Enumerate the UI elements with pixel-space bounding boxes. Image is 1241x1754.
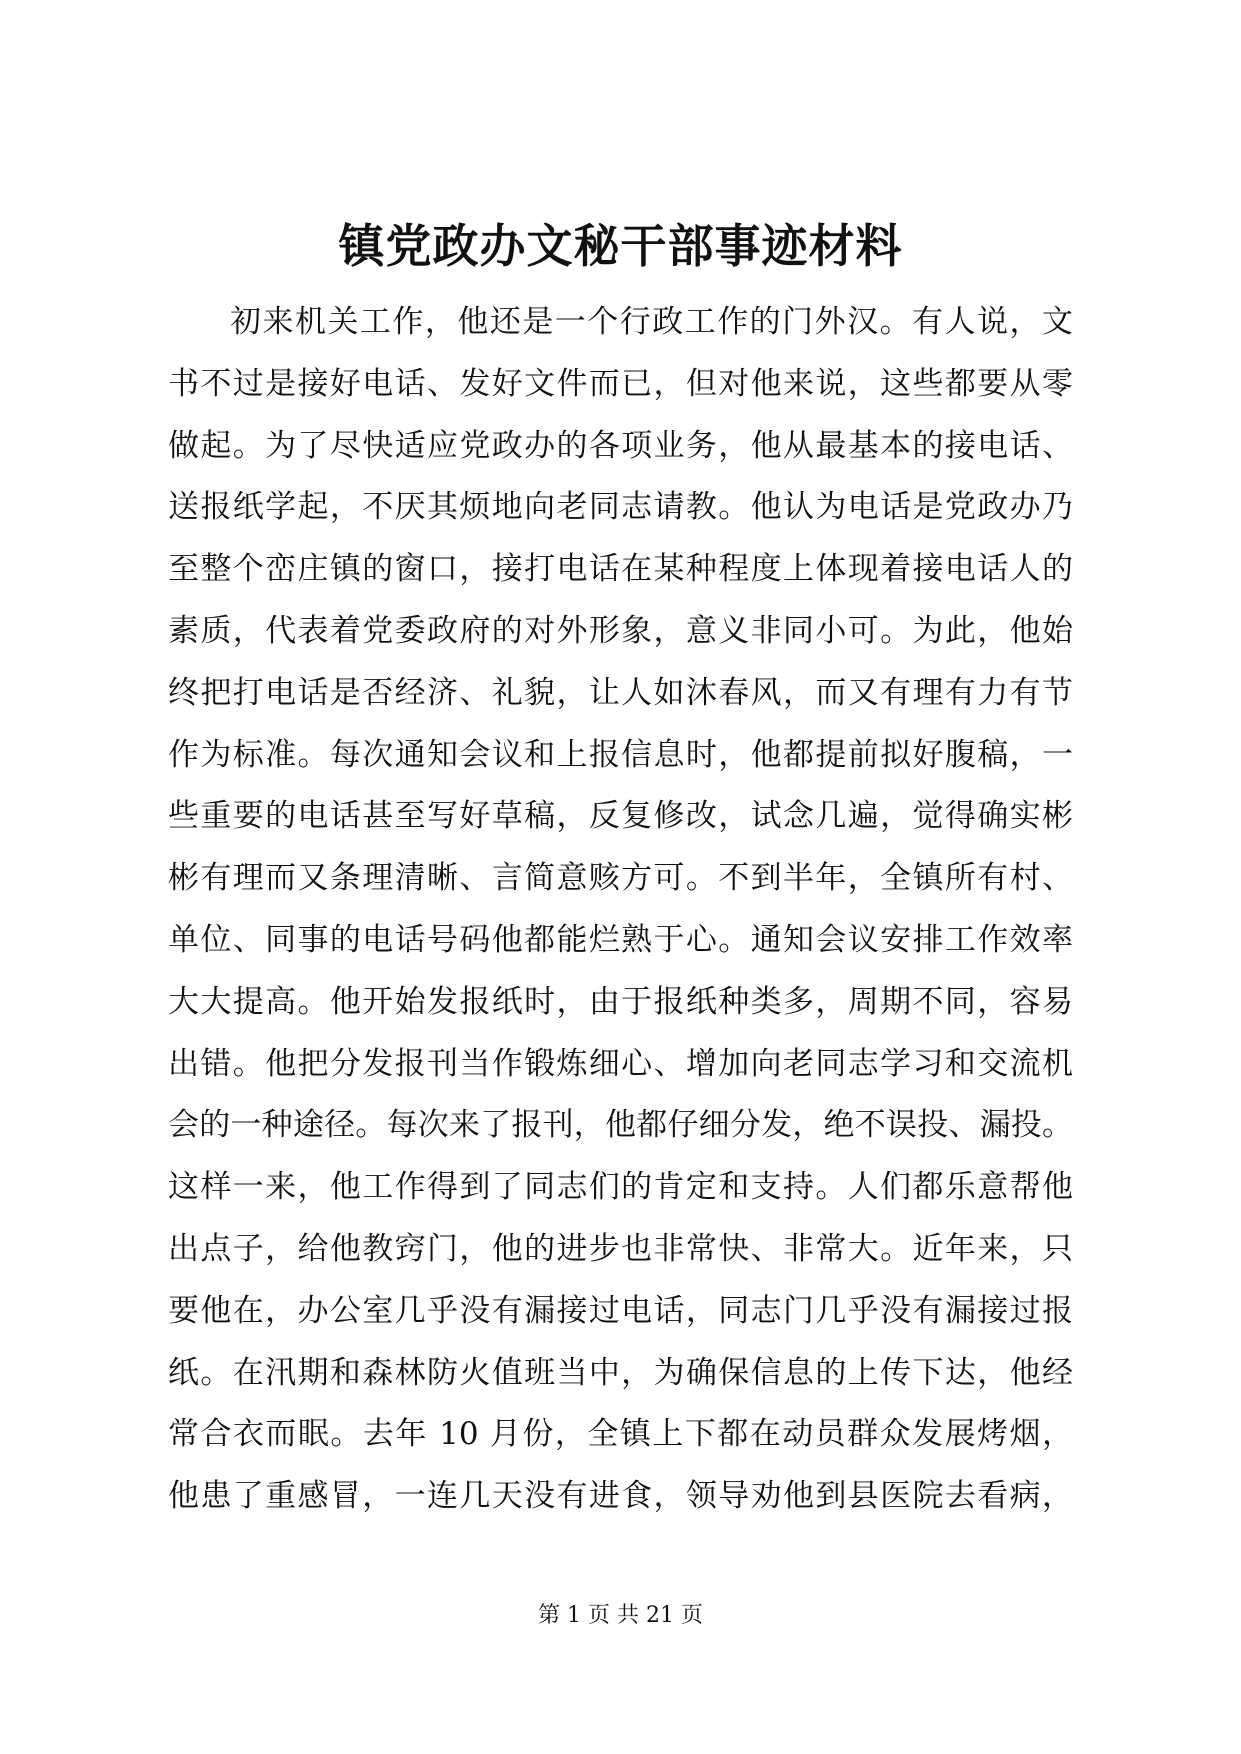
text-line: 做起。为了尽快适应党政办的各项业务，他从最基本的接电话、 [168, 427, 1073, 464]
text-line: 他患了重感冒，一连几天没有进食，领导劝他到县医院去看病， [168, 1478, 1073, 1515]
text-line: 会的一种途径。每次来了报刊，他都仔细分发，绝不误投、漏投。 [168, 1107, 1073, 1144]
text-line: 作为标准。每次通知会议和上报信息时，他都提前拟好腹稿，一 [168, 736, 1073, 773]
text-line: 初来机关工作，他还是一个行政工作的门外汉。有人说，文 [230, 304, 1073, 340]
text-line: 纸。在汛期和森林防火值班当中，为确保信息的上传下达，他经 [168, 1354, 1073, 1391]
page-footer [0, 1602, 1241, 1630]
text-line: 素质，代表着党委政府的对外形象，意义非同小可。为此，他始 [168, 612, 1073, 649]
text-line: 要他在，办公室几乎没有漏接过电话，同志门几乎没有漏接过报 [168, 1292, 1073, 1329]
text-line: 彬有理而又条理清晰、言简意赅方可。不到半年，全镇所有村、 [168, 860, 1073, 897]
text-line: 大大提高。他开始发报纸时，由于报纸种类多，周期不同，容易 [168, 983, 1073, 1020]
text-line: 这样一来，他工作得到了同志们的肯定和支持。人们都乐意帮他 [168, 1169, 1073, 1206]
text-line: 至整个峦庄镇的窗口，接打电话在某种程度上体现着接电话人的 [168, 551, 1073, 588]
text-line: 送报纸学起，不厌其烦地向老同志请教。他认为电话是党政办乃 [168, 489, 1073, 526]
text-line: 出错。他把分发报刊当作锻炼细心、增加向老同志学习和交流机 [168, 1045, 1073, 1082]
document-title: 镇党政办文秘干部事迹材料 [338, 219, 903, 273]
text-line: 些重要的电话甚至写好草稿，反复修改，试念几遍，觉得确实彬 [168, 798, 1073, 835]
body-paragraph [168, 292, 1073, 1528]
text-line: 单位、同事的电话号码他都能烂熟于心。通知会议安排工作效率 [168, 921, 1073, 958]
text-line: 常合衣而眠。去年 10 月份，全镇上下都在动员群众发展烤烟， [168, 1416, 1073, 1453]
text-line: 出点子，给他教窍门，他的进步也非常快、非常大。近年来，只 [168, 1230, 1073, 1267]
text-line: 终把打电话是否经济、礼貌，让人如沐春风，而又有理有力有节 [168, 674, 1073, 711]
page-number: 第 1 页 共 21 页 [538, 1603, 703, 1628]
text-line: 书不过是接好电话、发好文件而已，但对他来说，这些都要从零 [168, 365, 1073, 402]
